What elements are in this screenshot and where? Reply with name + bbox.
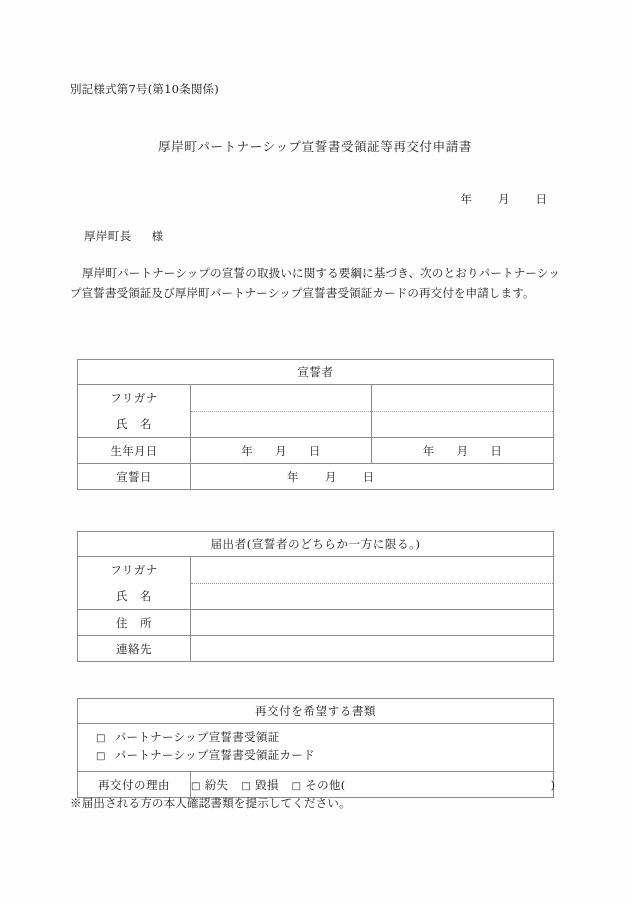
birthdate-right-month: 月 [456, 443, 469, 458]
declarant-table [77, 359, 554, 490]
form-number: 別記様式第7号(第10条関係) [70, 82, 219, 96]
label-furigana: フリガナ [110, 391, 158, 405]
birthdate-right-day: 日 [490, 443, 503, 458]
notifier-name-split [191, 557, 553, 609]
reissue-reason-options [191, 772, 554, 798]
label-address: 住 所 [78, 610, 191, 636]
document-title: 厚岸町パートナーシップ宣誓書受領証等再交付申請書 [158, 139, 472, 154]
documents-checklist-cell [78, 724, 554, 772]
checkbox-icon[interactable]: □ [96, 733, 106, 744]
reason-label: 毀損 [255, 777, 279, 792]
reason-other-close-paren: ) [550, 777, 556, 792]
label-birthdate: 生年月日 [78, 438, 191, 464]
table-row [78, 464, 554, 490]
reason-option-damaged[interactable] [241, 778, 278, 792]
table-row [78, 610, 554, 636]
notifier-address-field[interactable] [191, 610, 554, 636]
checkbox-row-card[interactable] [96, 747, 553, 765]
declarant-name-labels [78, 385, 191, 438]
table-row [78, 360, 554, 385]
checkbox-label: パートナーシップ宣誓書受領証 [114, 730, 280, 744]
birthdate-right-year: 年 [422, 443, 435, 458]
oath-date-month: 月 [324, 469, 337, 484]
declarant-left-name-split [191, 385, 371, 437]
addressee [84, 228, 164, 244]
table-row [78, 385, 554, 438]
reason-label: 紛失 [204, 777, 229, 792]
notifier-name-field[interactable] [191, 557, 554, 610]
table-row [78, 724, 554, 772]
label-name: 氏 名 [116, 417, 152, 431]
addressee-name: 厚岸町長 [84, 229, 132, 243]
date-day-label: 日 [535, 192, 547, 206]
table-row [78, 438, 554, 464]
oath-date-day: 日 [362, 469, 375, 484]
declarant-right-name-split [372, 385, 553, 437]
label-name: 氏 名 [116, 589, 152, 603]
checkbox-icon[interactable]: □ [291, 780, 302, 792]
notifier-contact-field[interactable] [191, 636, 554, 662]
reason-label: その他( [305, 777, 346, 792]
date-year-label: 年 [460, 192, 472, 206]
notifier-table [77, 531, 554, 662]
date-month-label: 月 [498, 192, 510, 206]
requested-documents-table [77, 698, 554, 798]
reason-option-other[interactable] [292, 778, 346, 792]
table-row [78, 772, 554, 798]
declarant-left-birthdate-field[interactable] [191, 438, 372, 464]
declarant-right-name-field[interactable] [372, 385, 554, 438]
checkbox-label: パートナーシップ宣誓書受領証カード [114, 748, 315, 762]
submission-date-line [0, 191, 547, 207]
addressee-honorific: 様 [151, 229, 164, 243]
oath-date-year: 年 [287, 469, 299, 484]
birthdate-left-year: 年 [241, 443, 254, 458]
checkbox-icon[interactable]: □ [241, 780, 252, 792]
table-row [78, 557, 554, 610]
label-contact: 連絡先 [78, 636, 191, 662]
notifier-caption: 届出者(宣誓者のどちらか一方に限る。) [78, 532, 554, 557]
label-furigana: フリガナ [110, 563, 158, 577]
label-oath-date: 宣誓日 [78, 464, 191, 490]
table-row [78, 699, 554, 724]
checkbox-icon[interactable]: □ [96, 751, 106, 762]
oath-date-field[interactable] [191, 464, 554, 490]
table-row [78, 636, 554, 662]
notifier-name-labels [78, 557, 191, 610]
declarant-left-name-field[interactable] [191, 385, 372, 438]
label-reissue-reason: 再交付の理由 [78, 772, 191, 798]
reason-option-lost[interactable] [191, 778, 228, 792]
table-row [78, 532, 554, 557]
declarant-caption: 宣誓者 [78, 360, 554, 385]
footnote: ※届出される方の本人確認書類を提示してください。 [70, 796, 351, 810]
declarant-right-birthdate-field[interactable] [372, 438, 554, 464]
birthdate-left-month: 月 [275, 443, 287, 458]
documents-caption: 再交付を希望する書類 [78, 699, 554, 724]
birthdate-left-day: 日 [308, 443, 321, 458]
checkbox-row-receipt[interactable] [96, 729, 553, 747]
checkbox-icon[interactable]: □ [191, 780, 201, 792]
application-body-text: 厚岸町パートナーシップの宣誓の取扱いに関する要綱に基づき、次のとおりパートナーシップ宣誓書受領証及び厚岸町パートナーシップ宣誓書受領証カードの再交付を申請します。 [70, 266, 560, 300]
